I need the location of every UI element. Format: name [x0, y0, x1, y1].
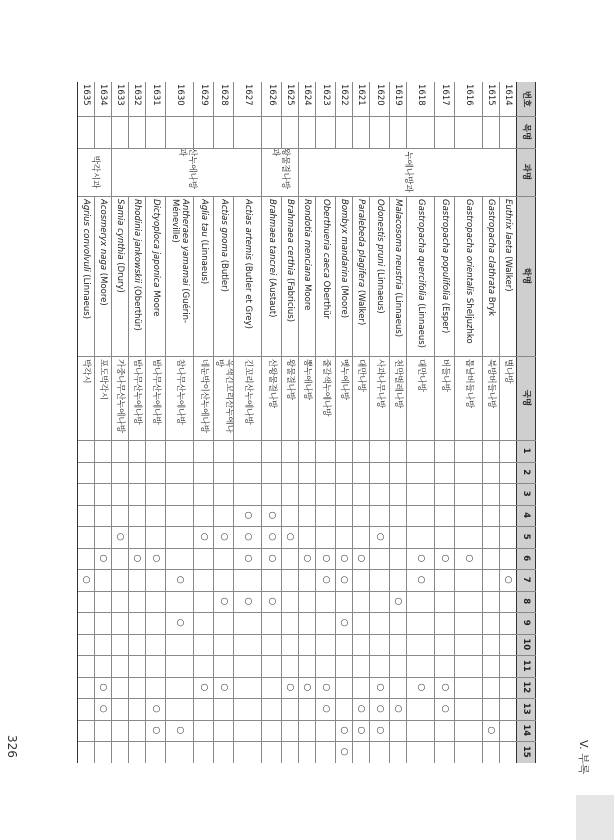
- korean-name: 긴꼬리산누에나방: [243, 359, 253, 425]
- occurrence-mark: ○: [440, 683, 450, 692]
- scientific-genus-species: Gastropacha orientalis: [464, 199, 474, 298]
- occurrence-mark: ○: [393, 704, 404, 713]
- col-header-site: 5: [517, 526, 536, 548]
- occurrence-mark: ○: [175, 726, 185, 735]
- scientific-genus-species: Brahmaea tancrei: [267, 199, 277, 278]
- row-number: 1626: [267, 84, 277, 106]
- korean-name: 박각시: [81, 359, 92, 384]
- column-divider: [78, 505, 536, 506]
- col-header-site: 6: [517, 548, 536, 570]
- occurrence-mark: ○: [339, 554, 350, 563]
- col-header-scientific: 학명: [517, 196, 536, 356]
- row-divider: [111, 82, 112, 148]
- scientific-name: [390, 199, 407, 355]
- column-divider: [78, 148, 536, 149]
- scientific-genus-species: Euthrix laeta: [503, 199, 514, 257]
- row-divider: [128, 196, 129, 763]
- korean-name: 참나무산누에나방: [175, 359, 185, 425]
- row-number: 1634: [98, 84, 109, 106]
- scientific-name: [214, 199, 234, 355]
- scientific-name: [353, 199, 370, 355]
- scientific-genus-species: Malacosoma neustria: [393, 199, 404, 293]
- occurrence-mark: ○: [375, 726, 385, 735]
- row-divider: [145, 196, 146, 763]
- column-divider: [78, 196, 536, 197]
- scientific-author: (Drury): [115, 262, 126, 293]
- scientific-genus-species: Bombyx mandarina: [339, 199, 350, 286]
- row-number: 1635: [81, 84, 92, 106]
- occurrence-mark: ○: [339, 747, 350, 756]
- header-tab: [576, 795, 614, 840]
- col-header-site: 3: [517, 483, 536, 505]
- section-header: V. 부록: [577, 740, 590, 775]
- occurrence-mark: ○: [393, 597, 404, 606]
- occurrence-mark: ○: [267, 597, 277, 606]
- scientific-name: [95, 199, 112, 355]
- header-bottom-border: [516, 82, 517, 763]
- scientific-author: (Walker): [356, 289, 367, 326]
- row-divider: [165, 82, 166, 148]
- row-divider: [94, 196, 95, 763]
- scientific-name: [435, 199, 455, 355]
- occurrence-mark: ○: [243, 511, 253, 520]
- scientific-name: [166, 199, 194, 355]
- korean-name: 줄갈색누에나방: [321, 359, 331, 417]
- occurrence-mark: ○: [199, 532, 209, 541]
- occurrence-mark: ○: [219, 683, 229, 692]
- row-divider: [369, 196, 370, 763]
- scientific-name: [407, 199, 435, 355]
- row-divider: [335, 82, 336, 148]
- occurrence-mark: ○: [98, 554, 109, 563]
- col-header-order: 목명: [517, 116, 536, 148]
- korean-name: 왕물결나방: [285, 359, 296, 401]
- scientific-author: (Linnaeus): [81, 274, 92, 320]
- row-divider: [298, 196, 299, 763]
- occurrence-mark: ○: [339, 575, 350, 584]
- scientific-author: Bryk: [486, 296, 497, 317]
- row-number: 1632: [132, 84, 143, 106]
- occurrence-mark: ○: [321, 575, 331, 584]
- occurrence-mark: ○: [243, 532, 253, 541]
- row-number: 1627: [243, 84, 253, 106]
- scientific-name: [370, 199, 390, 355]
- scientific-author: Moore: [151, 290, 161, 317]
- scientific-genus-species: Paralebeda plagifera: [356, 199, 367, 290]
- row-divider: [369, 82, 370, 148]
- scientific-genus-species: Agrius convolvuli: [81, 199, 92, 275]
- scientific-genus-species: Gastropacha clathrata: [486, 199, 497, 297]
- occurrence-mark: ○: [440, 704, 450, 713]
- scientific-name: [112, 199, 129, 355]
- species-table: [27, 82, 536, 762]
- column-divider: [78, 677, 536, 678]
- column-divider: [78, 116, 536, 117]
- row-divider: [213, 82, 214, 148]
- occurrence-mark: ○: [267, 511, 277, 520]
- scientific-name: [483, 199, 500, 355]
- occurrence-mark: ○: [375, 532, 385, 541]
- scientific-name: [500, 199, 517, 355]
- korean-name: 밤나무산누에나방: [151, 359, 161, 425]
- korean-name: 가중나무산누에나방: [115, 359, 126, 433]
- row-number: 1628: [219, 84, 229, 106]
- column-divider: [78, 591, 536, 592]
- occurrence-mark: ○: [321, 683, 331, 692]
- occurrence-mark: ○: [115, 532, 126, 541]
- scientific-genus-species: Acosmeryx naga: [98, 199, 109, 273]
- scientific-name: [455, 199, 483, 355]
- scientific-genus-species: Aglia tau: [199, 199, 209, 240]
- occurrence-mark: ○: [302, 554, 313, 563]
- row-divider: [128, 82, 129, 148]
- row-divider: [233, 82, 234, 148]
- korean-name: 북방버들나방: [486, 359, 497, 409]
- korean-name: 별나방: [503, 359, 514, 384]
- korean-name: 대만나방: [356, 359, 367, 392]
- scientific-name: [146, 199, 166, 355]
- occurrence-mark: ○: [285, 532, 296, 541]
- row-divider: [482, 196, 483, 763]
- row-number: 1618: [416, 84, 426, 106]
- col-header-site: 4: [517, 505, 536, 527]
- row-divider: [94, 82, 95, 148]
- occurrence-mark: ○: [98, 704, 109, 713]
- row-divider: [281, 82, 282, 148]
- occurrence-mark: ○: [219, 532, 229, 541]
- scientific-author: (Butler): [219, 259, 229, 292]
- korean-name: 대만나방: [416, 359, 426, 392]
- row-divider: [193, 82, 194, 148]
- scientific-name: [316, 199, 336, 355]
- column-divider: [78, 655, 536, 656]
- korean-name: 옥색긴꼬리산누에나방: [214, 359, 234, 433]
- scientific-name: [262, 199, 282, 355]
- row-number: 1630: [175, 84, 185, 106]
- scientific-genus-species: Gastropacha populifolia: [440, 199, 450, 303]
- occurrence-mark: ○: [356, 726, 367, 735]
- scientific-author: (Walker): [503, 256, 514, 292]
- korean-name: 산왕물결나방: [267, 359, 277, 409]
- occurrence-mark: ○: [356, 554, 367, 563]
- occurrence-mark: ○: [243, 597, 253, 606]
- occurrence-mark: ○: [416, 683, 426, 692]
- scientific-genus-species: Actias artemis: [243, 199, 253, 263]
- row-divider: [389, 82, 390, 148]
- column-divider: [78, 569, 536, 570]
- row-divider: [145, 82, 146, 148]
- family-divider: [298, 148, 299, 196]
- occurrence-mark: ○: [440, 554, 450, 563]
- column-divider: [78, 698, 536, 699]
- scientific-name: [129, 199, 146, 355]
- column-divider: [78, 720, 536, 721]
- family-divider: [261, 148, 262, 196]
- row-divider: [352, 82, 353, 148]
- scientific-author: (Linnaeus): [199, 239, 209, 285]
- row-divider: [406, 196, 407, 763]
- korean-name: 톱날버들나방: [464, 359, 474, 409]
- row-number: 1623: [321, 84, 331, 106]
- scientific-author: Sheljuzhko: [464, 297, 474, 344]
- occurrence-mark: ○: [199, 683, 209, 692]
- page-number: 326: [5, 735, 19, 758]
- row-divider: [261, 82, 262, 148]
- occurrence-mark: ○: [132, 554, 143, 563]
- korean-name: 멧누에나방: [339, 359, 350, 401]
- col-header-site: 8: [517, 591, 536, 613]
- occurrence-mark: ○: [219, 597, 229, 606]
- korean-name: 포도박각시: [98, 359, 109, 401]
- col-header-site: 11: [517, 655, 536, 677]
- row-number: 1616: [464, 84, 474, 106]
- korean-name: 버들나방: [440, 359, 450, 392]
- family-cell: 왕물결나방과: [270, 148, 291, 190]
- occurrence-mark: ○: [175, 618, 185, 627]
- occurrence-mark: ○: [416, 554, 426, 563]
- column-divider: [78, 440, 536, 441]
- korean-name: 천막벌레나방: [393, 359, 404, 409]
- family-cell: 산누에나방과: [177, 148, 197, 190]
- column-divider: [78, 612, 536, 613]
- scientific-author: (Moore): [339, 285, 350, 319]
- row-divider: [389, 196, 390, 763]
- occurrence-mark: ○: [375, 683, 385, 692]
- row-divider: [298, 82, 299, 148]
- row-number: 1615: [486, 84, 497, 106]
- scientific-genus-species: Samia cynthia: [115, 199, 126, 263]
- scientific-author: (Austaut): [267, 277, 277, 318]
- scientific-author: Moore: [302, 284, 313, 311]
- occurrence-mark: ○: [486, 726, 497, 735]
- col-header-site: 12: [517, 677, 536, 699]
- column-divider: [78, 356, 536, 357]
- row-divider: [434, 196, 435, 763]
- col-header-site: 7: [517, 569, 536, 591]
- scientific-author: Oberthür: [321, 280, 331, 320]
- row-divider: [434, 82, 435, 148]
- col-header-family: 과명: [517, 148, 536, 196]
- occurrence-mark: ○: [321, 704, 331, 713]
- scientific-name: [78, 199, 95, 355]
- occurrence-mark: ○: [321, 554, 331, 563]
- scientific-name: [194, 199, 214, 355]
- occurrence-mark: ○: [151, 726, 161, 735]
- column-divider: [78, 483, 536, 484]
- row-divider: [233, 196, 234, 763]
- row-number: 1624: [302, 84, 313, 106]
- occurrence-mark: ○: [464, 554, 474, 563]
- occurrence-mark: ○: [302, 683, 313, 692]
- row-divider: [111, 196, 112, 763]
- row-number: 1619: [393, 84, 404, 106]
- occurrence-mark: ○: [339, 618, 350, 627]
- occurrence-mark: ○: [175, 575, 185, 584]
- row-divider: [499, 196, 500, 763]
- occurrence-mark: ○: [267, 554, 277, 563]
- scientific-genus-species: Gastropacha quercifolia: [416, 199, 426, 304]
- occurrence-mark: ○: [339, 726, 350, 735]
- occurrence-mark: ○: [375, 704, 385, 713]
- table-bottom-border: [77, 82, 78, 763]
- korean-name: 밤나무산누에나방: [132, 359, 143, 425]
- column-divider: [78, 462, 536, 463]
- occurrence-mark: ○: [151, 554, 161, 563]
- scientific-name: [282, 199, 299, 355]
- row-divider: [454, 196, 455, 763]
- row-divider: [352, 196, 353, 763]
- row-number: 1621: [356, 84, 367, 106]
- column-divider: [78, 741, 536, 742]
- family-divider: [111, 148, 112, 196]
- occurrence-mark: ○: [267, 532, 277, 541]
- row-divider: [482, 82, 483, 148]
- row-number: 1625: [285, 84, 296, 106]
- row-divider: [335, 196, 336, 763]
- row-divider: [315, 82, 316, 148]
- occurrence-mark: ○: [81, 575, 92, 584]
- scientific-genus-species: Actias gnoma: [219, 199, 229, 260]
- scientific-author: (Oberthür): [132, 285, 143, 331]
- row-divider: [315, 196, 316, 763]
- scientific-genus-species: Oberthueria caeca: [321, 199, 331, 281]
- col-header-site: 10: [517, 634, 536, 656]
- family-cell: 누에나방과: [403, 151, 413, 193]
- occurrence-mark: ○: [243, 554, 253, 563]
- scientific-author: (Esper): [440, 302, 450, 334]
- occurrence-mark: ○: [416, 575, 426, 584]
- col-header-site: 9: [517, 612, 536, 634]
- table-top-border: [535, 82, 536, 763]
- scientific-name: [336, 199, 353, 355]
- column-divider: [78, 526, 536, 527]
- korean-name: 네눈박이산누에나방: [199, 359, 209, 433]
- scientific-genus-species: Brahmaea certhia: [285, 199, 296, 278]
- scientific-genus-species: Dictyoploca japonica: [151, 199, 161, 291]
- column-divider: [78, 634, 536, 635]
- scientific-author: (Fabricius): [285, 277, 296, 323]
- col-header-site: 1: [517, 440, 536, 462]
- row-number: 1614: [503, 84, 514, 106]
- scientific-author: (Butler et Grey): [243, 262, 253, 329]
- scientific-genus-species: Rondotia menciana: [302, 199, 313, 285]
- column-divider: [78, 548, 536, 549]
- row-divider: [261, 196, 262, 763]
- korean-name: 사과나무나방: [375, 359, 385, 409]
- scientific-name: [299, 199, 316, 355]
- family-cell: 박각시과: [90, 155, 100, 189]
- row-divider: [454, 82, 455, 148]
- row-divider: [193, 196, 194, 763]
- row-number: 1633: [115, 84, 126, 106]
- row-number: 1629: [199, 84, 209, 106]
- col-header-site: 13: [517, 698, 536, 720]
- col-header-site: 14: [517, 720, 536, 742]
- scientific-author: (Linnaeus): [375, 268, 385, 314]
- row-number: 1631: [151, 84, 161, 106]
- korean-name: 뽕누에나방: [302, 359, 313, 401]
- occurrence-mark: ○: [356, 704, 367, 713]
- scientific-author: (Guérin-Méneville): [170, 199, 190, 324]
- col-header-korean: 국명: [517, 356, 536, 440]
- row-number: 1620: [375, 84, 385, 106]
- scientific-genus-species: Odonestis pruni: [375, 199, 385, 269]
- row-number: 1622: [339, 84, 350, 106]
- col-header-no: 번호: [517, 82, 536, 116]
- occurrence-mark: ○: [98, 683, 109, 692]
- row-divider: [281, 196, 282, 763]
- scientific-author: (Linnaeus): [393, 292, 404, 338]
- col-header-site: 2: [517, 462, 536, 484]
- col-header-site: 15: [517, 741, 536, 763]
- occurrence-mark: ○: [285, 683, 296, 692]
- row-divider: [499, 82, 500, 148]
- row-number: 1617: [440, 84, 450, 106]
- scientific-author: (Linnaeus): [416, 303, 426, 348]
- occurrence-mark: ○: [151, 704, 161, 713]
- row-divider: [165, 196, 166, 763]
- row-divider: [406, 82, 407, 148]
- scientific-genus-species: Rhodinia jankowskii: [132, 199, 143, 286]
- row-divider: [213, 196, 214, 763]
- scientific-genus-species: Antheraea yamamai: [180, 199, 190, 289]
- scientific-author: (Moore): [98, 272, 109, 306]
- scientific-name: [234, 199, 262, 355]
- occurrence-mark: ○: [503, 575, 514, 584]
